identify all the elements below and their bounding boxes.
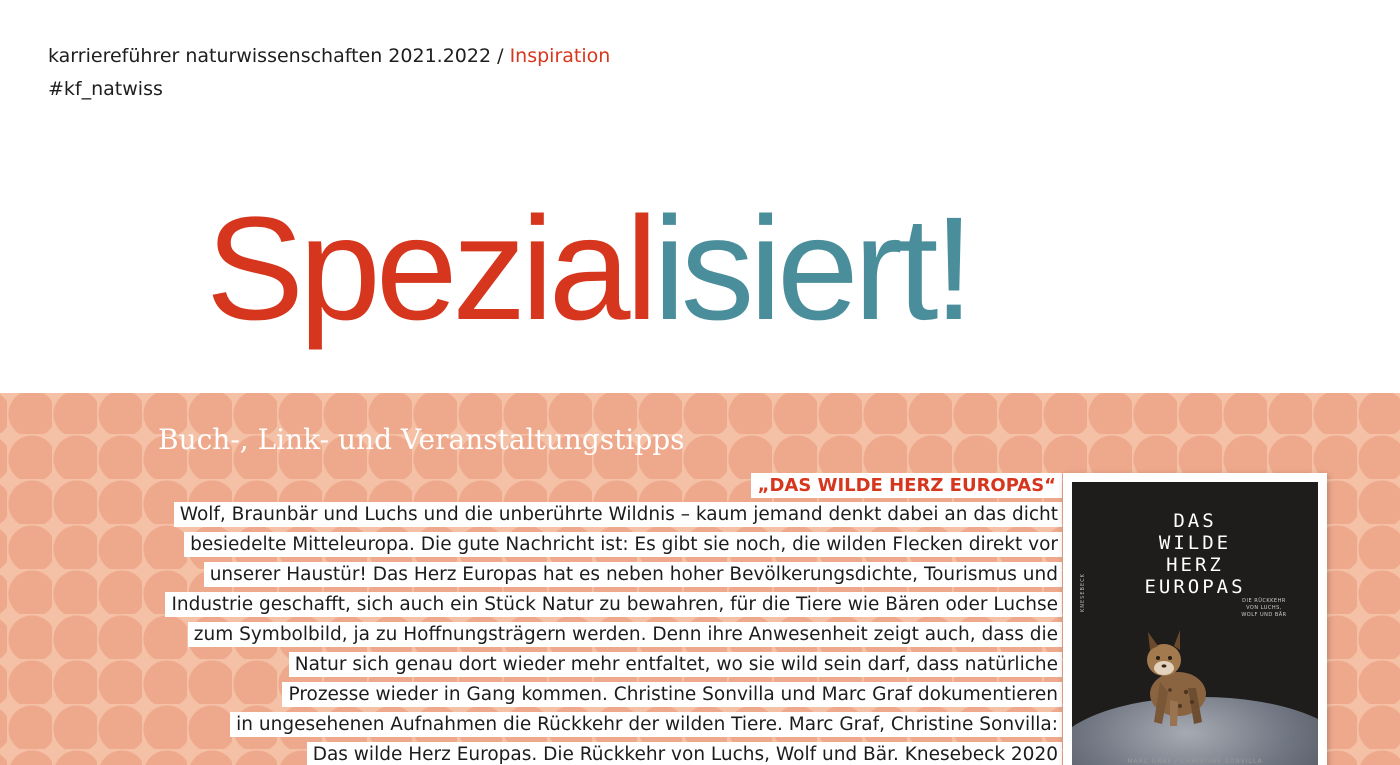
hero-title [206,187,970,351]
cover-title-line: EUROPAS [1144,576,1246,598]
article-kicker: „DAS WILDE HERZ EUROPAS“ [751,473,1062,498]
hero-title-part2: isiert! [653,187,970,351]
article-line: zum Symbolbild, ja zu Hoffnungsträgern werden. Denn ihre Anwesenheit zeigt auch, dass die [188,622,1062,647]
magazine-title: karriereführer naturwissenschaften 2021.2022 [48,45,492,67]
hashtag: #kf_natwiss [48,78,163,100]
page-header [48,40,610,106]
article-line: Das wilde Herz Europas. Die Rückkehr von Luchs, Wolf und Bär. Knesebeck 2020 [307,742,1062,765]
cover-title-line: WILDE [1158,532,1232,554]
article-line: besiedelte Mitteleuropa. Die gute Nachricht ist: Es gibt sie noch, die wilden Flecken direkt vor [184,532,1062,557]
hero-title-part1: Spezial [206,187,654,351]
book-cover-frame[interactable] [1063,473,1327,765]
cover-subtitle-line: WOLF UND BÄR [1241,612,1287,618]
cover-publisher: KNESEBECK [1080,573,1086,612]
magazine-line [48,40,610,73]
article-line: Industrie geschafft, sich auch ein Stück Natur zu bewahren, für die Tiere wie Bären oder Luchse [165,592,1062,617]
cover-subtitle-line: VON LUCHS, [1246,605,1282,611]
tips-section [0,393,1400,765]
section-heading: Buch-, Link- und Veranstaltungstipps [158,423,685,456]
article-line: unserer Haustür! Das Herz Europas hat es neben hoher Bevölkerungsdichte, Tourismus und [204,562,1062,587]
cover-authors: MARC GRAF / CHRISTINE SONVILLA [1127,758,1263,765]
book-article [165,473,1062,765]
article-line: Wolf, Braunbär und Luchs und die unberührte Wildnis – kaum jemand denkt dabei an das dicht [174,502,1062,527]
cover-subtitle [1222,598,1306,619]
cover-title [1072,510,1318,598]
lynx-illustration [1130,622,1220,732]
book-cover [1072,482,1318,765]
article-line: Prozesse wieder in Gang kommen. Christine Sonvilla und Marc Graf dokumentieren [282,682,1062,707]
cover-title-line: DAS [1173,510,1217,532]
cover-subtitle-line: DIE RÜCKKEHR [1242,598,1286,604]
article-line: Natur sich genau dort wieder mehr entfaltet, wo sie wild sein darf, dass natürliche [289,652,1062,677]
cover-title-line: HERZ [1166,554,1224,576]
header-separator: / [497,45,504,67]
section-label[interactable]: Inspiration [509,45,611,67]
article-line: in ungesehenen Aufnahmen die Rückkehr der wilden Tiere. Marc Graf, Christine Sonvilla: [230,712,1062,737]
